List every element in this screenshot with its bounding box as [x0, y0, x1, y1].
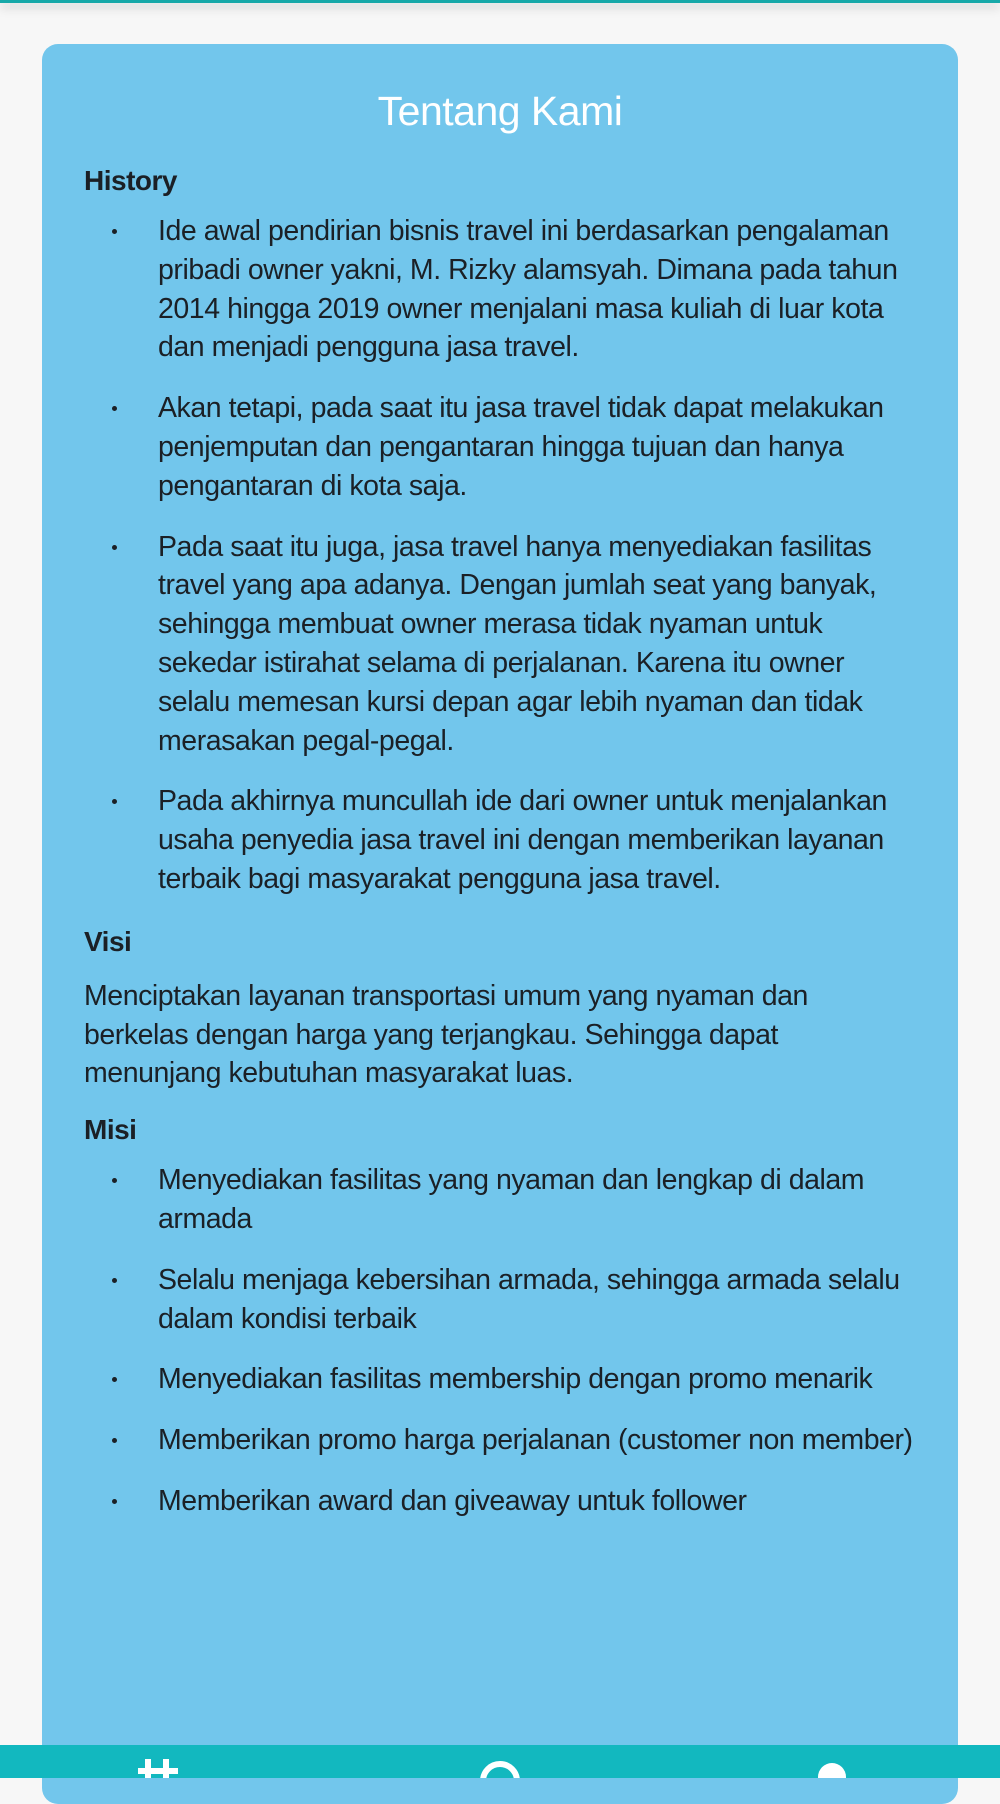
- misi-list: [84, 1161, 914, 1521]
- bullet-icon: [112, 1178, 117, 1183]
- list-item-text: Memberikan promo harga perjalanan (customer non member): [158, 1424, 913, 1457]
- visi-text: Menciptakan layanan transportasi umum yang nyaman dan berkelas dengan harga yang terjangkau. Sehingga dapat menunjang kebutuhan masyarakat luas.: [84, 979, 808, 1090]
- list-item-text: Akan tetapi, pada saat itu jasa travel tidak dapat melakukan penjemputan dan pengantaran hingga tujuan dan hanya pengantaran di kota saja.: [158, 392, 884, 502]
- history-heading: History: [84, 165, 177, 196]
- page-title: Tentang Kami: [377, 88, 623, 134]
- list-item: [84, 1161, 914, 1239]
- list-item: [84, 1360, 914, 1399]
- bullet-icon: [112, 406, 117, 411]
- bottom-navigation: [0, 1745, 1000, 1778]
- list-item: [84, 1421, 914, 1460]
- list-item: [84, 1261, 914, 1339]
- bullet-icon: [112, 1438, 117, 1443]
- list-item: [84, 212, 914, 367]
- list-item: [84, 1482, 914, 1521]
- list-item-text: Menyediakan fasilitas membership dengan promo menarik: [158, 1363, 873, 1396]
- app-bar: [0, 0, 1000, 3]
- home-icon[interactable]: [138, 1759, 178, 1778]
- list-item: [84, 782, 914, 898]
- list-item-text: Pada saat itu juga, jasa travel hanya menyediakan fasilitas travel yang apa adanya. Dengan jumlah seat yang banyak, sehingga membuat owner merasa tidak nyaman untuk sekedar istirahat selama di perjalanan. Karena itu owner selalu memesan kursi depan agar lebih nyaman dan tidak merasakan pegal-pegal.: [158, 530, 877, 757]
- profile-icon[interactable]: [812, 1759, 852, 1778]
- list-item-text: Menyediakan fasilitas yang nyaman dan lengkap di dalam armada: [158, 1164, 865, 1235]
- list-item-text: Ide awal pendirian bisnis travel ini berdasarkan pengalaman pribadi owner yakni, M. Rizky alamsyah. Dimana pada tahun 2014 hingga 2019 owner menjalani masa kuliah di luar kota dan menjadi pengguna jasa travel.: [158, 215, 898, 364]
- list-item-text: Memberikan award dan giveaway untuk follower: [158, 1484, 747, 1517]
- visi-heading: Visi: [84, 925, 132, 957]
- list-item-text: Selalu menjaga kebersihan armada, sehingga armada selalu dalam kondisi terbaik: [158, 1263, 900, 1335]
- misi-heading: Misi: [84, 1114, 137, 1146]
- bullet-icon: [112, 1377, 117, 1382]
- list-item: [84, 389, 914, 505]
- bullet-icon: [112, 1499, 117, 1504]
- bullet-icon: [112, 229, 117, 234]
- about-content: [84, 160, 914, 1543]
- chat-icon[interactable]: [478, 1759, 522, 1778]
- bullet-icon: [112, 545, 117, 550]
- list-item-text: Pada akhirnya muncullah ide dari owner untuk menjalankan usaha penyedia jasa travel ini dengan memberikan layanan terbaik bagi masyarakat pengguna jasa travel.: [158, 785, 887, 895]
- bullet-icon: [112, 799, 117, 804]
- list-item: [84, 528, 914, 761]
- bullet-icon: [112, 1278, 117, 1283]
- history-list: [84, 212, 914, 899]
